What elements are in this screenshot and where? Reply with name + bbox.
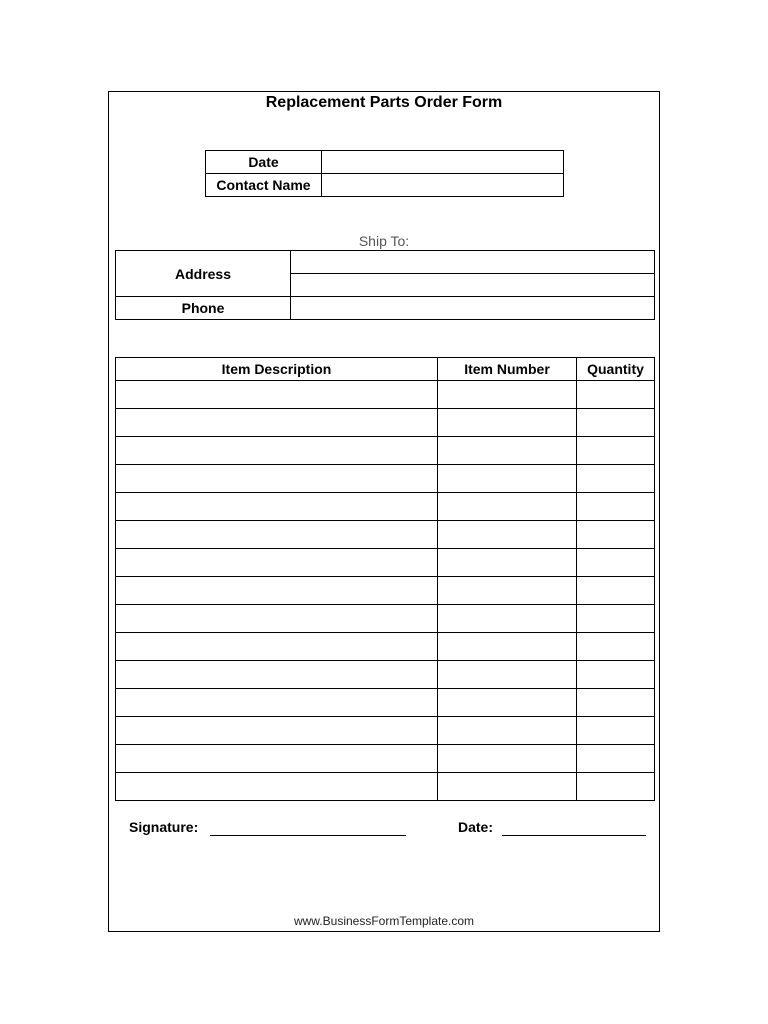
item-description-cell[interactable] [116, 605, 438, 633]
item-number-cell[interactable] [438, 381, 577, 409]
quantity-cell[interactable] [577, 605, 655, 633]
quantity-cell[interactable] [577, 549, 655, 577]
date-field[interactable] [322, 151, 564, 174]
item-description-cell[interactable] [116, 577, 438, 605]
item-description-cell[interactable] [116, 493, 438, 521]
form-title: Replacement Parts Order Form [265, 94, 503, 111]
footer-url: www.BusinessFormTemplate.com [293, 914, 475, 928]
sign-date-line[interactable] [502, 835, 646, 836]
address-label: Address [116, 251, 291, 297]
table-row [116, 549, 655, 577]
item-number-cell[interactable] [438, 773, 577, 801]
quantity-cell[interactable] [577, 633, 655, 661]
item-number-cell[interactable] [438, 661, 577, 689]
quantity-cell[interactable] [577, 577, 655, 605]
sign-date-label: Date: [458, 819, 494, 835]
item-number-header: Item Number [438, 358, 577, 381]
quantity-cell[interactable] [577, 717, 655, 745]
contact-name-field[interactable] [322, 174, 564, 197]
table-row [116, 381, 655, 409]
quantity-cell[interactable] [577, 745, 655, 773]
item-description-header: Item Description [116, 358, 438, 381]
signature-line[interactable] [210, 835, 406, 836]
contact-name-label: Contact Name [206, 174, 322, 197]
ship-to-table [115, 250, 655, 320]
quantity-cell[interactable] [577, 409, 655, 437]
quantity-cell[interactable] [577, 689, 655, 717]
item-description-cell[interactable] [116, 689, 438, 717]
table-row [116, 605, 655, 633]
item-number-cell[interactable] [438, 493, 577, 521]
item-description-cell[interactable] [116, 633, 438, 661]
address-line-1-field[interactable] [291, 251, 655, 274]
item-number-cell[interactable] [438, 745, 577, 773]
item-description-cell[interactable] [116, 465, 438, 493]
item-number-cell[interactable] [438, 689, 577, 717]
quantity-cell[interactable] [577, 437, 655, 465]
items-header-row [116, 358, 655, 381]
quantity-cell[interactable] [577, 493, 655, 521]
quantity-header: Quantity [577, 358, 655, 381]
table-row [116, 437, 655, 465]
phone-field[interactable] [291, 297, 655, 320]
table-row [116, 577, 655, 605]
address-line-2-field[interactable] [291, 274, 655, 297]
table-row [116, 465, 655, 493]
item-number-cell[interactable] [438, 437, 577, 465]
table-row [116, 521, 655, 549]
table-row [116, 773, 655, 801]
item-number-cell[interactable] [438, 409, 577, 437]
item-description-cell[interactable] [116, 437, 438, 465]
item-description-cell[interactable] [116, 409, 438, 437]
item-number-cell[interactable] [438, 577, 577, 605]
phone-label: Phone [116, 297, 291, 320]
quantity-cell[interactable] [577, 465, 655, 493]
items-table [115, 357, 655, 801]
table-row [116, 745, 655, 773]
item-number-cell[interactable] [438, 465, 577, 493]
quantity-cell[interactable] [577, 661, 655, 689]
quantity-cell[interactable] [577, 521, 655, 549]
ship-to-label: Ship To: [358, 233, 410, 249]
item-number-cell[interactable] [438, 605, 577, 633]
item-number-cell[interactable] [438, 633, 577, 661]
date-label: Date [206, 151, 322, 174]
item-description-cell[interactable] [116, 661, 438, 689]
item-description-cell[interactable] [116, 745, 438, 773]
signature-label: Signature: [129, 819, 199, 835]
item-description-cell[interactable] [116, 521, 438, 549]
item-description-cell[interactable] [116, 549, 438, 577]
table-row [116, 633, 655, 661]
table-row [116, 493, 655, 521]
item-number-cell[interactable] [438, 717, 577, 745]
item-number-cell[interactable] [438, 549, 577, 577]
table-row [116, 689, 655, 717]
quantity-cell[interactable] [577, 773, 655, 801]
quantity-cell[interactable] [577, 381, 655, 409]
item-number-cell[interactable] [438, 521, 577, 549]
item-description-cell[interactable] [116, 381, 438, 409]
item-rows [116, 381, 655, 801]
table-row [116, 717, 655, 745]
item-description-cell[interactable] [116, 717, 438, 745]
item-description-cell[interactable] [116, 773, 438, 801]
table-row [116, 661, 655, 689]
date-contact-table [205, 150, 564, 197]
table-row [116, 409, 655, 437]
